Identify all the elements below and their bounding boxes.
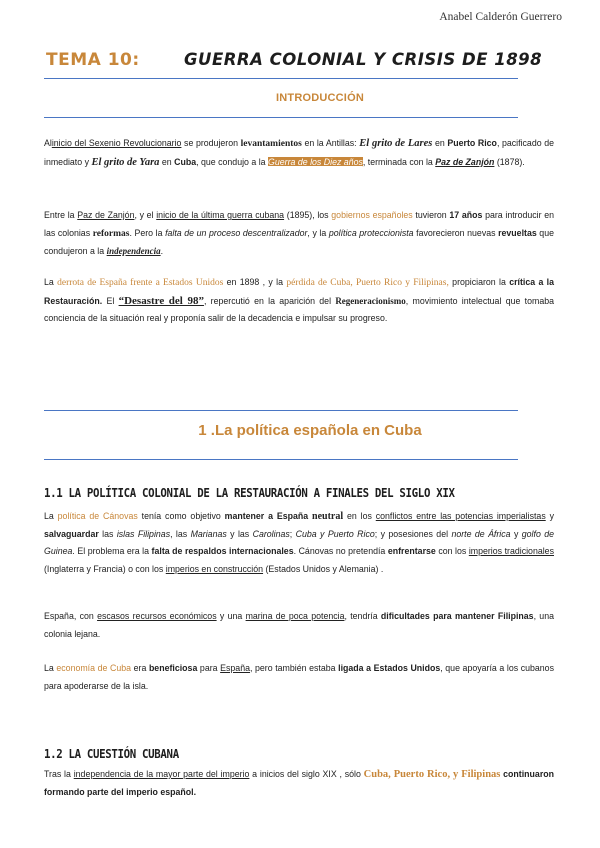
author-name: Anabel Calderón Guerrero bbox=[439, 11, 562, 23]
divider bbox=[44, 410, 518, 411]
topic-heading bbox=[46, 50, 543, 70]
intro-paragraph-2: Entre la Paz de Zanjón, y el inicio de la última guerra cubana (1895), los gobiernos españoles tuvieron 17 años para introducir en las colonias reformas. Pero la falta de un proceso descentralizador, y la política proteccionista favorecieron nuevas revueltas que condujeron a la independencia. bbox=[44, 210, 555, 257]
divider bbox=[44, 459, 518, 460]
section-paragraph-4: Tras la independencia de la mayor parte del imperio a inicios del siglo XIX , sólo Cuba, Puerto Rico, y Filipinas continuaron formando parte del imperio español. bbox=[44, 769, 554, 797]
intro-paragraph-3: La derrota de España frente a Estados Unidos en 1898 , y la pérdida de Cuba, Puerto Rico y Filipinas, propiciaron la crítica a la Restauración. El “Desastre del 98”, repercutió en la aparición del Regeneracionismo, movimiento intelectual que tomaba conciencia de la situación real y proponía salir de la decadencia e impulsar su progreso. bbox=[44, 277, 554, 324]
divider bbox=[44, 78, 518, 79]
section-paragraph-3: La economía de Cuba era beneficiosa para España, pero también estaba ligada a Estados Unidos, que apoyaría a los cubanos para apoderarse de la isla. bbox=[44, 663, 554, 691]
section-paragraph-1: La política de Cánovas tenía como objetivo mantener a España neutral en los conflictos entre las potencias imperialistas y salvaguardar las islas Filipinas, las Marianas y las Carolinas; Cuba y Puerto Rico; y posesiones del norte de África y golfo de Guinea. El problema era la falta de respaldos internacionales. Cánovas no pretendía enfrentarse con los imperios tradicionales (Inglaterra y Francia) o con los imperios en construcción (Estados Unidos y Alemania) . bbox=[44, 511, 555, 574]
subsection-heading-1-2: 1.2 LA CUESTIÓN CUBANA bbox=[44, 746, 179, 761]
section-paragraph-2: España, con escasos recursos económicos y una marina de poca potencia, tendría dificultades para mantener Filipinas, una colonia lejana. bbox=[44, 611, 554, 639]
subsection-heading-1-1: 1.1 LA POLÍTICA COLONIAL DE LA RESTAURACIÓN A FINALES DEL SIGLO XIX bbox=[44, 485, 455, 500]
intro-paragraph-1: Alinicio del Sexenio Revolucionario se produjeron levantamientos en la Antillas: El grito de Lares en Puerto Rico, pacificado de inmediato y El grito de Yara en Cuba, que condujo a la Guerra de los Diez años, terminada con la Paz de Zanjón (1878). bbox=[44, 138, 554, 168]
intro-heading: INTRODUCCIÓN bbox=[276, 92, 364, 104]
topic-label: TEMA 10: bbox=[46, 50, 140, 70]
divider bbox=[44, 117, 518, 118]
topic-title: GUERRA COLONIAL Y CRISIS DE 1898 bbox=[184, 50, 543, 69]
section-title: 1 .La política española en Cuba bbox=[198, 422, 422, 439]
